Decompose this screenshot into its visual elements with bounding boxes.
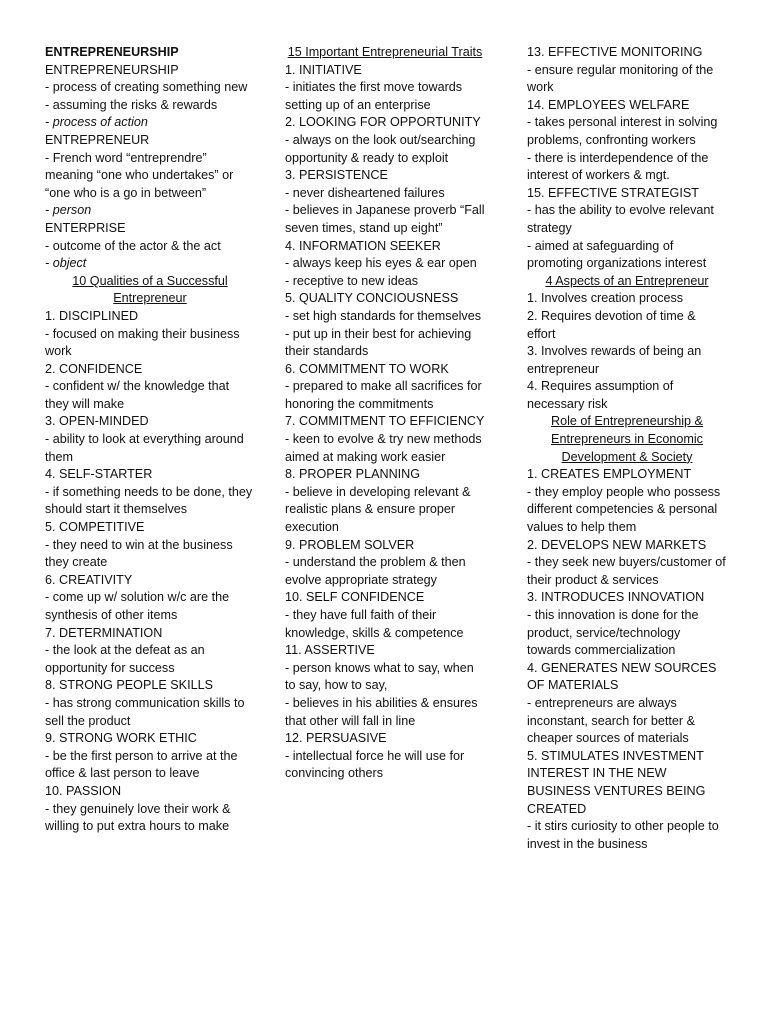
text-line: - focused on making their business work: [45, 326, 240, 359]
text-line: 7. DETERMINATION: [45, 625, 163, 640]
text-line: - understand the problem & then evolve appropriate strategy: [285, 555, 466, 587]
text-line: - they have full faith of their knowledge, skills & competence: [285, 608, 464, 640]
text-line: 14. EMPLOYEES WELFARE: [527, 97, 690, 112]
text-line: - aimed at safeguarding of promoting organizations interest: [527, 238, 707, 271]
text-line: 9. STRONG WORK ETHIC: [45, 731, 197, 746]
text-line: 11. ASSERTIVE: [285, 643, 375, 658]
text-line: 1. Involves creation process: [527, 291, 684, 306]
text-line: - person: [45, 203, 92, 218]
text-line: - process of creating something new: [45, 80, 248, 95]
text-line: - always keep his eyes & ear open: [285, 256, 477, 271]
text-line: - assuming the risks & rewards: [45, 97, 218, 112]
text-column-left: [45, 44, 255, 836]
text-line: 15. EFFECTIVE STRATEGIST: [527, 185, 699, 200]
text-line: - keen to evolve & try new methods aimed at making work easier: [285, 432, 482, 464]
text-line: - object: [45, 256, 87, 271]
text-line: 5. COMPETITIVE: [45, 520, 145, 535]
text-line: - process of action: [45, 115, 148, 130]
text-line: - ability to look at everything around them: [45, 432, 244, 464]
text-line: - they need to win at the business they create: [45, 537, 233, 570]
text-line: - has strong communication skills to sell the product: [45, 695, 245, 728]
text-line: - be the first person to arrive at the office & last person to leave: [45, 748, 238, 781]
text-line: - confident w/ the knowledge that they will make: [45, 379, 230, 411]
text-line: 9. PROBLEM SOLVER: [285, 537, 415, 552]
text-line: 8. PROPER PLANNING: [285, 467, 421, 482]
text-line: 5. STIMULATES INVESTMENT INTEREST IN THE NEW BUSINESS VENTURES BEING CREATED: [527, 748, 706, 816]
text-line: - there is interdependence of the interest of workers & mgt.: [527, 150, 709, 183]
text-line: - entrepreneurs are always inconstant, search for better & cheaper sources of materials: [527, 695, 696, 746]
text-line: - outcome of the actor & the act: [45, 238, 221, 253]
text-line: 12. PERSUASIVE: [285, 731, 387, 746]
text-line: ENTREPRENEUR: [45, 132, 150, 147]
text-line: - person knows what to say, when to say, how to say,: [285, 660, 474, 693]
text-line: - they genuinely love their work & willing to put extra hours to make: [45, 801, 231, 834]
text-line: - prepared to make all sacrifices for honoring the commitments: [285, 379, 482, 411]
text-line: 8. STRONG PEOPLE SKILLS: [45, 678, 213, 693]
text-line: ENTREPRENEURSHIP: [45, 62, 179, 77]
text-line: 1. INITIATIVE: [285, 62, 362, 77]
text-line: 13. EFFECTIVE MONITORING: [527, 45, 703, 59]
text-line: 3. Involves rewards of being an entrepreneur: [527, 344, 702, 376]
text-line: 7. COMMITMENT TO EFFICIENCY: [285, 414, 485, 429]
text-line: 5. QUALITY CONCIOUSNESS: [285, 291, 459, 306]
section-heading: 4 Aspects of an Entrepreneur: [545, 273, 709, 288]
text-line: 4. SELF-STARTER: [45, 467, 153, 482]
text-line: - if something needs to be done, they should start it themselves: [45, 484, 253, 517]
text-line: 3. PERSISTENCE: [285, 168, 388, 183]
text-line: 2. LOOKING FOR OPPORTUNITY: [285, 115, 481, 130]
section-heading: 15 Important Entrepreneurial Traits: [287, 45, 483, 59]
text-line: 4. Requires assumption of necessary risk: [527, 379, 674, 411]
text-line: - takes personal interest in solving problems, confronting workers: [527, 115, 718, 147]
text-line: 10. PASSION: [45, 783, 122, 798]
section-heading: Role of Entrepreneurship & Entrepreneurs in Economic Development & Society: [551, 414, 703, 464]
section-heading: 10 Qualities of a Successful Entrepreneur: [72, 273, 228, 306]
text-line: - ensure regular monitoring of the work: [527, 62, 714, 95]
text-line: - set high standards for themselves: [285, 308, 481, 323]
text-line: - always on the look out/searching opportunity & ready to exploit: [285, 132, 476, 165]
text-line: - receptive to new ideas: [285, 273, 419, 288]
text-line: 6. COMMITMENT TO WORK: [285, 361, 449, 376]
text-column-right: [527, 44, 727, 853]
text-line: - initiates the first move towards setting up of an enterprise: [285, 80, 463, 112]
text-line: 2. DEVELOPS NEW MARKETS: [527, 537, 707, 552]
text-line: - has the ability to evolve relevant strategy: [527, 203, 714, 235]
text-line: ENTERPRISE: [45, 220, 126, 235]
text-line: - believes in his abilities & ensures that other will fall in line: [285, 695, 478, 728]
text-line: 1. CREATES EMPLOYMENT: [527, 467, 692, 482]
text-line: 1. DISCIPLINED: [45, 308, 139, 323]
text-column-middle: [285, 44, 485, 783]
text-line: - it stirs curiosity to other people to invest in the business: [527, 819, 719, 851]
text-line: - believe in developing relevant & realistic plans & ensure proper execution: [285, 484, 471, 535]
text-line: 2. Requires devotion of time & effort: [527, 308, 696, 341]
text-line: - they employ people who possess different competencies & personal values to help them: [527, 484, 721, 535]
text-line: 2. CONFIDENCE: [45, 361, 143, 376]
text-line: - never disheartened failures: [285, 185, 445, 200]
text-line: - this innovation is done for the product, service/technology towards commercialization: [527, 608, 699, 658]
text-line: 3. OPEN-MINDED: [45, 414, 149, 429]
text-line: - French word “entreprendre” meaning “one who undertakes” or “one who is a go in between”: [45, 150, 234, 200]
text-line: - put up in their best for achieving their standards: [285, 326, 472, 359]
text-line: - come up w/ solution w/c are the synthesis of other items: [45, 590, 230, 622]
text-line: 10. SELF CONFIDENCE: [285, 590, 425, 605]
text-line: 6. CREATIVITY: [45, 572, 133, 587]
text-line: 3. INTRODUCES INNOVATION: [527, 590, 705, 605]
text-line: - intellectual force he will use for convincing others: [285, 748, 465, 781]
text-line: 4. GENERATES NEW SOURCES OF MATERIALS: [527, 660, 717, 693]
text-line: 4. INFORMATION SEEKER: [285, 238, 441, 253]
text-line: ENTREPRENEURSHIP: [45, 45, 179, 59]
text-line: - they seek new buyers/customer of their product & services: [527, 555, 726, 587]
text-line: - believes in Japanese proverb “Fall seven times, stand up eight”: [285, 203, 485, 235]
text-line: - the look at the defeat as an opportunity for success: [45, 643, 205, 675]
